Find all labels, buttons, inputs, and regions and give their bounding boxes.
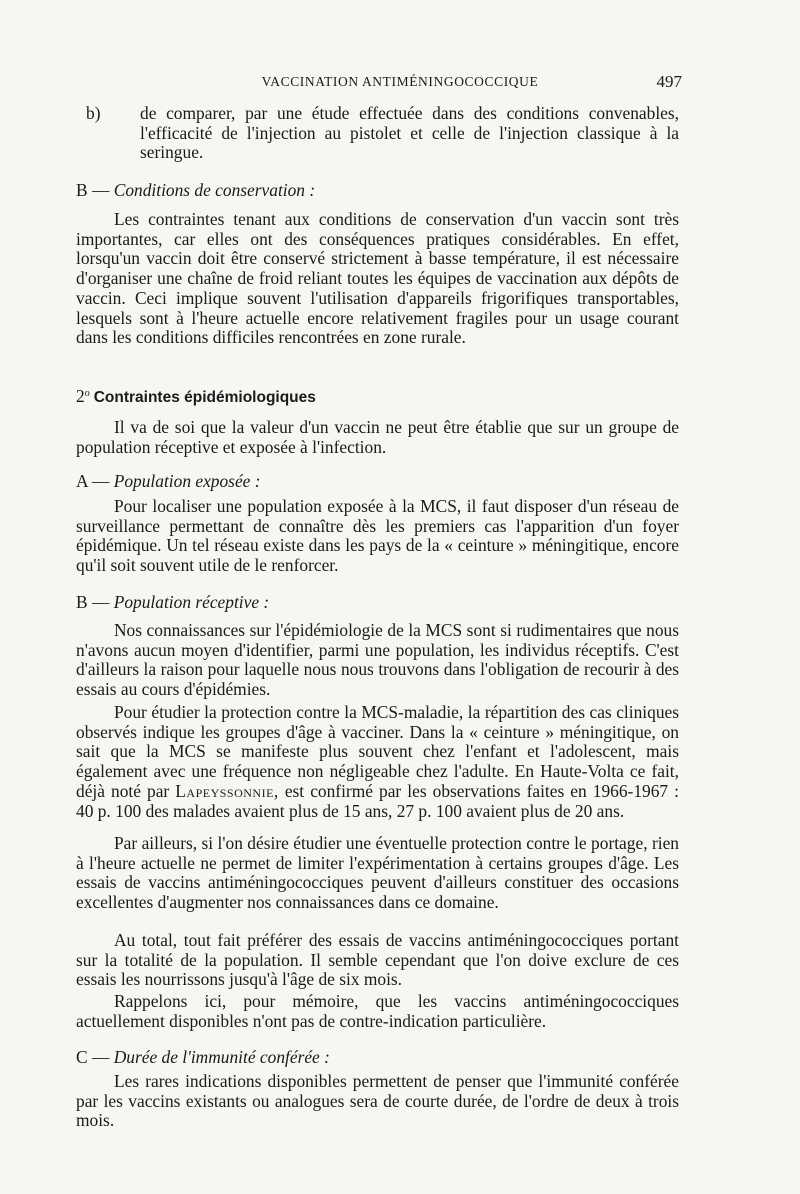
subheading-title: Durée de l'immunité conférée : [113,1047,330,1067]
paragraph-conservation: Les contraintes tenant aux conditions de conservation d'un vaccin sont très importantes, car elles ont des conséquences pratiques considérables. En effet, lorsqu'un vaccin doit être conservé strictement à basse température, il est nécessaire d'organiser une chaîne de froid reliant toutes les équipes de vaccination aux dépôts de vaccin. Ceci implique souvent l'utilisation d'appareils frigorifiques transportables, lesquels sont à l'heure actuelle encore relativement fragiles pour un usage courant dans les conditions difficiles rencontrées en zone rurale. [76,209,679,348]
subheading-letter: A [76,471,88,491]
paragraph-duree-immunite: Les rares indications disponibles permettent de penser que l'immunité conférée par les vaccins existants ou analogues sera de courte durée, de l'ordre de deux à trois mois. [76,1071,679,1131]
paragraph-text: est confirmé par les observations faites en 1966-1967 : 40 p. 100 des malades avaient plus de 15 ans, 27 p. 100 avaient plus de 20 ans. [76,780,680,821]
running-head [0,72,800,94]
subheading-dash: — [91,180,110,200]
paragraph-receptive-2 [76,703,679,821]
degree-sign: o [84,388,90,399]
paragraph-receptive-4: Au total, tout fait préférer des essais de vaccins antiméningococciques portant sur la totalité de la population. Il semble cependant que l'on doive exclure de ces essais les nourrissons jusqu'à l'âge de six mois. [76,930,679,990]
subheading-letter: B [76,592,88,612]
subheading-title: Conditions de conservation : [113,180,316,200]
subheading-letter: B [76,180,88,200]
list-item-text: de comparer, par une étude effectuée dans des conditions convenables, l'efficacité de l'injection au pistolet et celle de l'injection classique à la seringue. [140,103,679,163]
subheading-letter: C [76,1047,88,1067]
subheading-title: Population exposée : [113,471,261,491]
subheading-title: Population réceptive : [113,592,270,612]
subheading-population-exposee [76,471,261,491]
paragraph-receptive-1: Nos connaissances sur l'épidémiologie de la MCS sont si rudimentaires que nous n'avons aucun moyen d'identifier, parmi une population, les individus réceptifs. C'est d'ailleurs la raison pour laquelle nous nous trouvons dans l'obligation de recourir à des essais au cours d'épidémies. [76,620,679,700]
subheading-dash: — [91,592,110,612]
list-item-b [86,103,679,163]
subheading-conservation [76,180,315,200]
subheading-duree-immunite [76,1047,330,1067]
paragraph-epidemiologiques: Il va de soi que la valeur d'un vaccin ne peut être établie que sur un groupe de population réceptive et exposée à l'infection. [76,417,679,457]
paragraph-text: Pour étudier la protection contre la MCS-maladie, la répartition des cas cliniques observés indique les groupes d'âge à vacciner. Dans la « ceinture » méningitique, on sait que la MCS se manifeste plus souvent chez l'enfant et l'adolescent, mais également avec une fréquence non négligeable chez l'adulte. En Haute-Volta ce fait, déjà noté par [76,702,679,801]
subheading-dash: — [91,471,110,491]
running-title: VACCINATION ANTIMÉNINGOCOCCIQUE [261,74,539,89]
author-name: Lapeyssonnie, [175,780,279,801]
list-item-label: b) [86,103,101,123]
section-number: 2 [76,386,85,406]
subheading-dash: — [91,1047,110,1067]
paragraph-receptive-5: Rappelons ici, pour mémoire, que les vaccins antiméningococciques actuellement disponibles n'ont pas de contre-indication particulière. [76,991,679,1031]
page-number: 497 [656,72,682,91]
section-heading-epidemiologiques [76,384,316,408]
section-title: Contraintes épidémiologiques [93,389,316,406]
paragraph-receptive-3: Par ailleurs, si l'on désire étudier une éventuelle protection contre le portage, rien à l'heure actuelle ne permet de limiter l'expérimentation à certains groupes d'âge. Les essais de vaccins antiméningococciques peuvent d'ailleurs constituer des occasions excellentes d'augmenter nos connaissances dans ce domaine. [76,833,679,913]
paragraph-population-exposee: Pour localiser une population exposée à la MCS, il faut disposer d'un réseau de surveillance permettant de connaître dès les premiers cas l'apparition d'un foyer épidémique. Un tel réseau existe dans les pays de la « ceinture » méningitique, encore qu'il soit souvent utile de le renforcer. [76,496,679,576]
subheading-population-receptive [76,592,269,612]
